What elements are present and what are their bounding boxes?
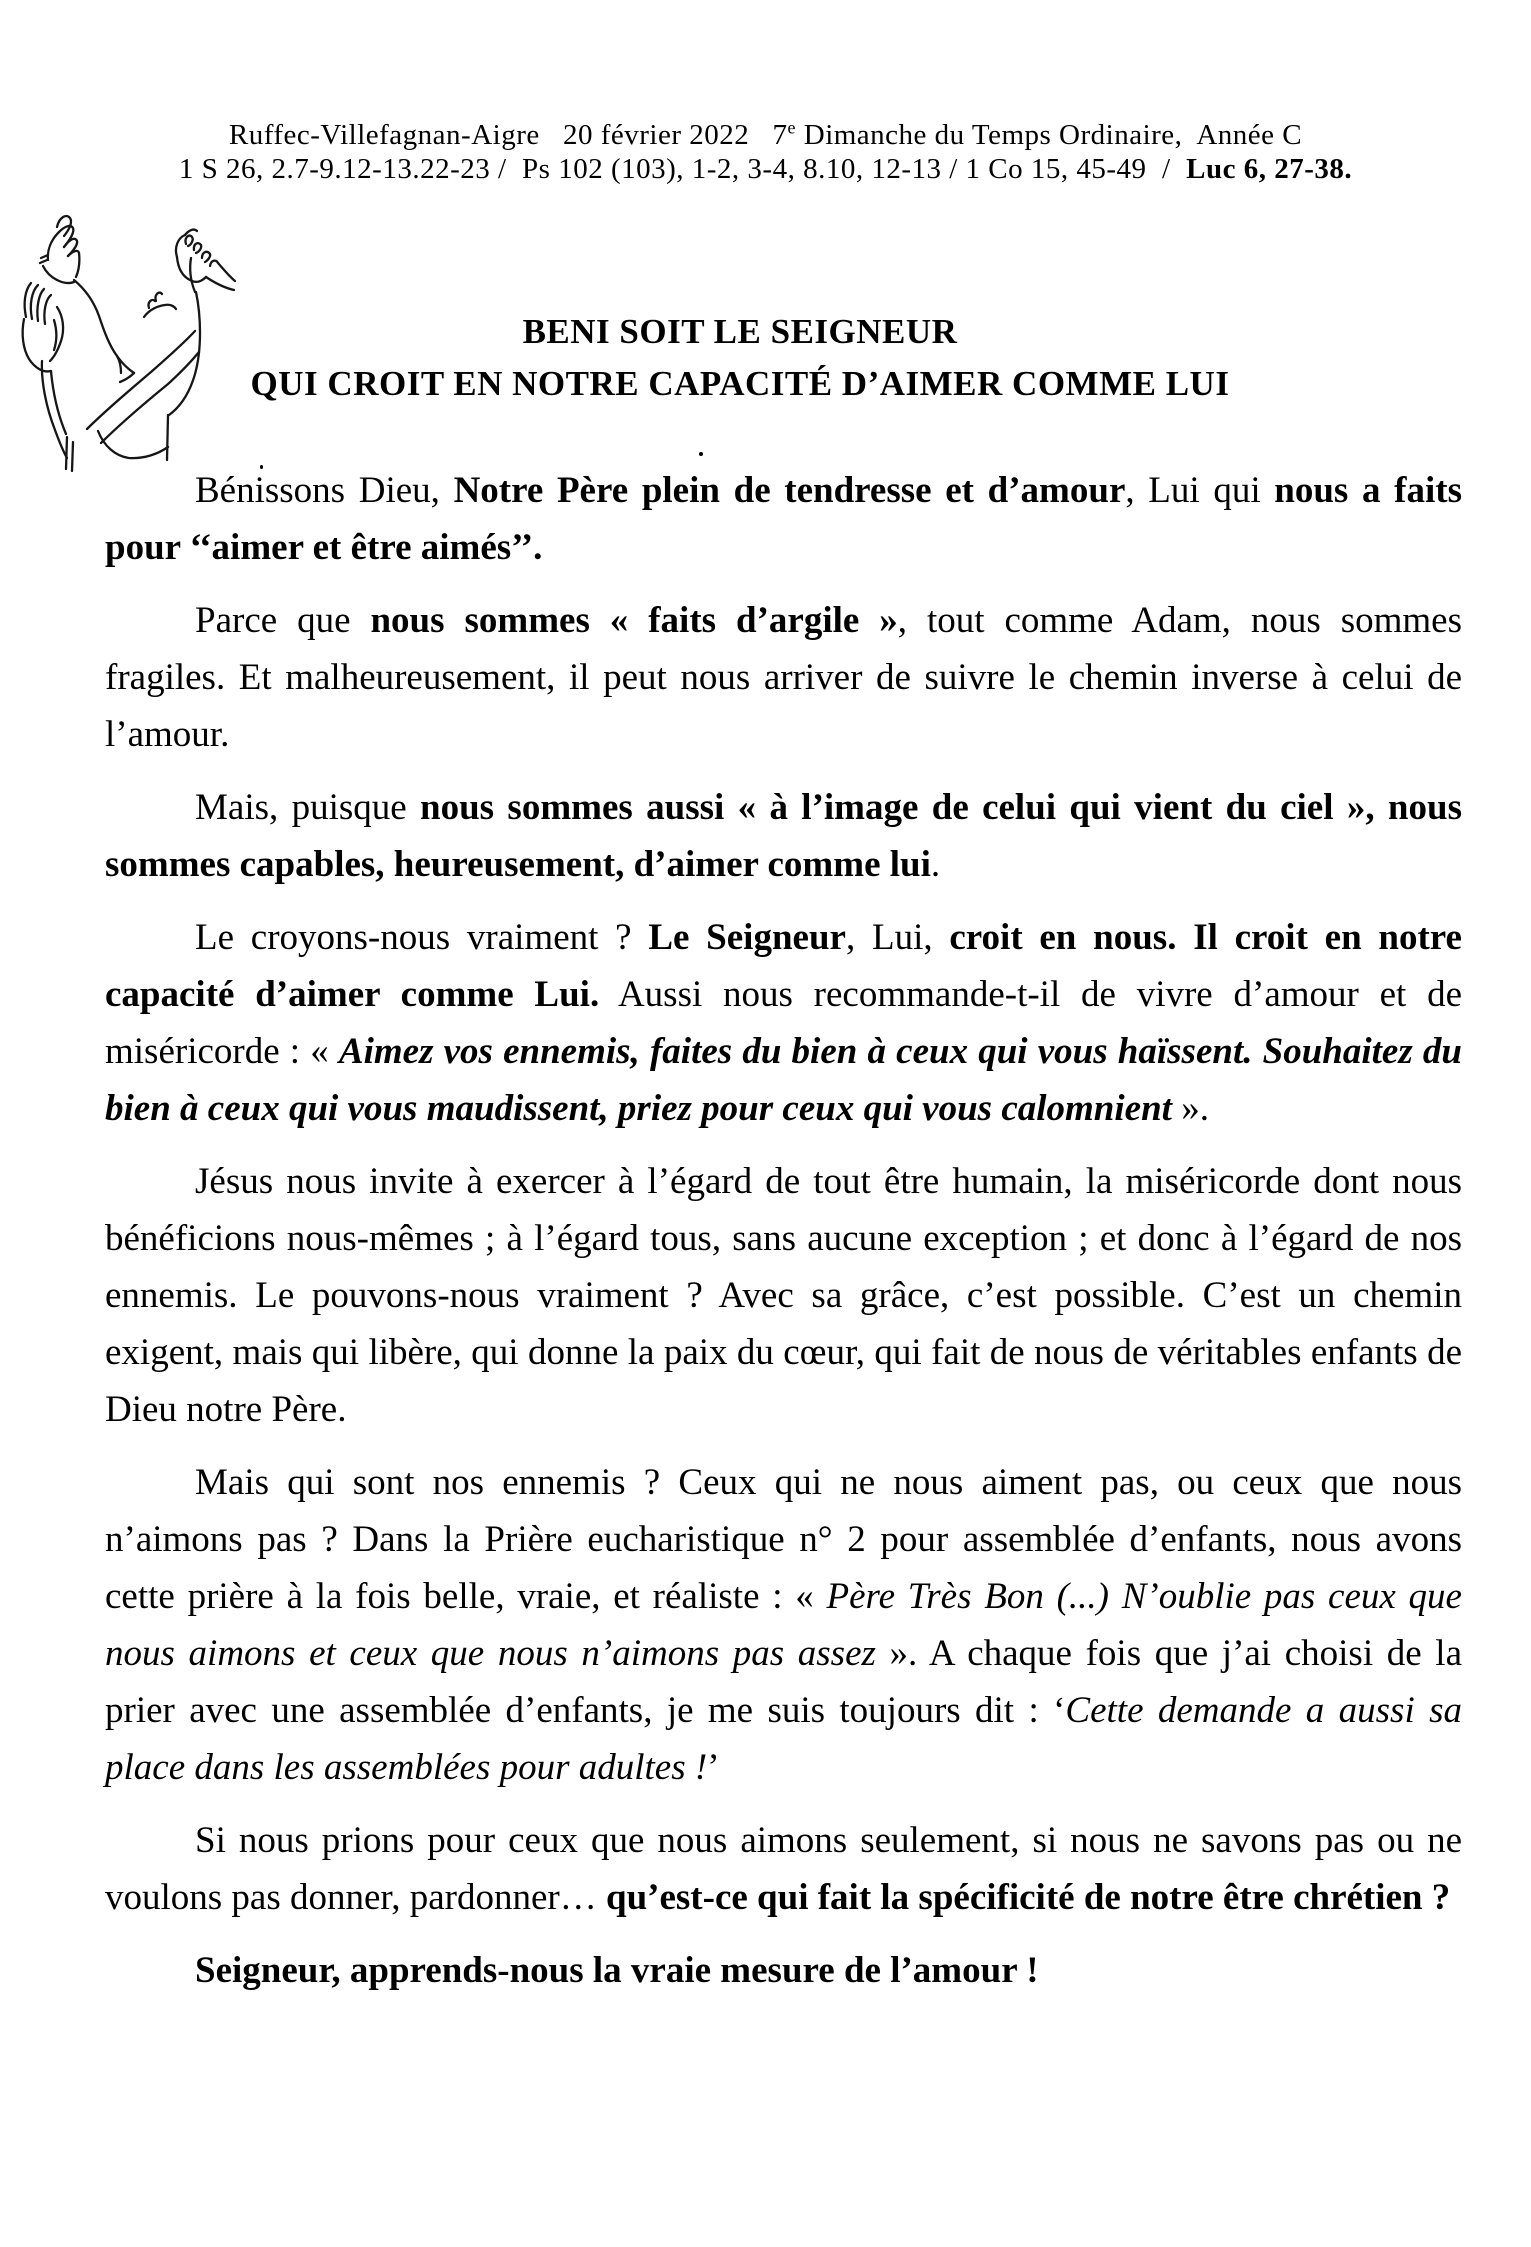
drawing-stroke xyxy=(210,261,218,266)
paragraph xyxy=(105,1942,1462,1999)
drawing-stroke xyxy=(76,253,79,277)
drawing-stroke xyxy=(40,260,47,263)
paragraph xyxy=(105,1812,1462,1926)
paragraph xyxy=(105,1454,1462,1796)
paragraph xyxy=(105,779,1462,893)
text-run: , tout comme Adam, nous sommes fragiles. Et malheureusement, il peut nous arriver de suivre le chemin inverse à celui de l’amour. xyxy=(105,600,1462,755)
paragraph xyxy=(105,909,1462,1137)
text-run: ’ xyxy=(707,1747,720,1788)
drawing-stroke xyxy=(57,280,74,283)
page-title xyxy=(25,306,1455,410)
drawing-stroke xyxy=(68,251,79,256)
text-run: Si nous prions pour ceux que nous aimons seulement, si nous ne savons pas ou ne voulons pas donner, pardonner… xyxy=(105,1820,1462,1918)
text-run: nous sommes aussi « à l’image de celui qui vient du ciel », nous sommes capables, heureusement, d’aimer comme lui xyxy=(105,787,1462,885)
body-text xyxy=(105,462,1462,2015)
header-ordinal-superscript: e xyxy=(787,117,796,138)
text-run: nous a faits pour ‘‘aimer et être aimés’’. xyxy=(105,470,1462,568)
text-run: nous sommes « faits d’argile » xyxy=(370,600,898,641)
paragraph xyxy=(105,1153,1462,1438)
drawing-stroke xyxy=(176,235,185,257)
text-run: Cette demande a aussi sa place dans les assemblées pour adultes ! xyxy=(105,1690,1463,1788)
paragraph xyxy=(105,592,1462,763)
header-readings-refs: 1 S 26, 2.7-9.12-13.22-23 / Ps 102 (103), 1-2, 3-4, 8.10, 12-13 / 1 Co 15, 45-49 / xyxy=(178,153,1187,185)
text-run: Jésus nous invite à exercer à l’égard de tout être humain, la miséricorde dont nous bénéficions nous-mêmes ; à l’égard tous, sans aucune exception ; et donc à l’égard de nos ennemis. Le pouvons-nous vraiment ? Avec sa grâce, c’est possible. C’est un chemin exigent, mais qui libère, qui donne la paix du cœur, qui fait de nous de véritables enfants de Dieu notre Père. xyxy=(105,1161,1462,1430)
header-sunday-year: Dimanche du Temps Ordinaire, Année C xyxy=(796,119,1303,151)
text-run: Aussi nous recommande-t-il de vivre d’amour et de miséricorde : « xyxy=(105,974,1463,1072)
text-run: , Lui, xyxy=(845,917,950,958)
text-run: Le croyons-nous vraiment ? xyxy=(195,917,649,958)
drawing-stroke xyxy=(206,277,234,290)
scan-speck-artifact xyxy=(699,452,703,456)
drawing-stroke xyxy=(72,442,73,471)
drawing-stroke xyxy=(167,415,168,460)
drawing-stroke xyxy=(190,258,195,292)
text-run: . xyxy=(930,844,941,885)
header-line-readings xyxy=(0,152,1531,186)
text-run: Mais, puisque xyxy=(195,787,421,828)
drawing-stroke xyxy=(156,293,162,301)
drawing-stroke xyxy=(185,230,197,235)
text-run: croit en nous. Il croit en notre capacité d’aimer comme Lui. xyxy=(105,917,1462,1015)
drawing-stroke xyxy=(218,263,235,281)
text-run: Parce que xyxy=(195,600,371,641)
header-parish-date: Ruffec-Villefagnan-Aigre 20 février 2022 7 xyxy=(228,119,788,151)
drawing-stroke xyxy=(202,252,210,262)
drawing-stroke xyxy=(194,243,201,253)
text-run: Père Très Bon (...) N’oublie pas ceux que nous aimons et ceux que nous n’aimons pas assez xyxy=(105,1576,1462,1674)
text-run: Le Seigneur xyxy=(648,917,846,958)
drawing-stroke xyxy=(43,266,57,280)
drawing-stroke xyxy=(186,236,193,246)
text-run: , Lui qui xyxy=(1125,470,1275,511)
paragraph xyxy=(105,462,1462,576)
text-run: ». A chaque fois que j’ai choisi de la prier avec une assemblée d’enfants, je me suis toujours dit : ‘ xyxy=(105,1633,1462,1731)
text-run: ». xyxy=(1171,1088,1209,1129)
text-run: qu’est-ce qui fait la spécificité de notre être chrétien ? xyxy=(606,1877,1451,1918)
drawing-stroke xyxy=(66,437,67,469)
header-line-parish-date xyxy=(0,118,1531,152)
text-run: Mais qui sont nos ennemis ? Ceux qui ne nous aiment pas, ou ceux que nous n’aimons pas ? Dans la Prière eucharistique n° 2 pour assemblée d’enfants, nous avons cette prière à la fois belle, vraie, et réaliste : « xyxy=(105,1462,1462,1617)
header-gospel-ref: Luc 6, 27-38. xyxy=(1186,153,1353,185)
text-run: Seigneur, apprends-nous la vraie mesure de l’amour ! xyxy=(195,1950,1039,1991)
title-line-2: QUI CROIT EN NOTRE CAPACITÉ D’AIMER COMME LUI xyxy=(250,364,1230,403)
text-run: Aimez vos ennemis, faites du bien à ceux qui vous haïssent. Souhaitez du bien à ceux qui vous maudissent, priez pour ceux qui vous calomnient xyxy=(105,1031,1462,1129)
document-header xyxy=(0,118,1531,186)
text-run: Bénissons Dieu, xyxy=(195,470,454,511)
text-run: Notre Père plein de tendresse et d’amour xyxy=(453,470,1126,511)
title-line-1: BENI SOIT LE SEIGNEUR xyxy=(522,312,958,351)
